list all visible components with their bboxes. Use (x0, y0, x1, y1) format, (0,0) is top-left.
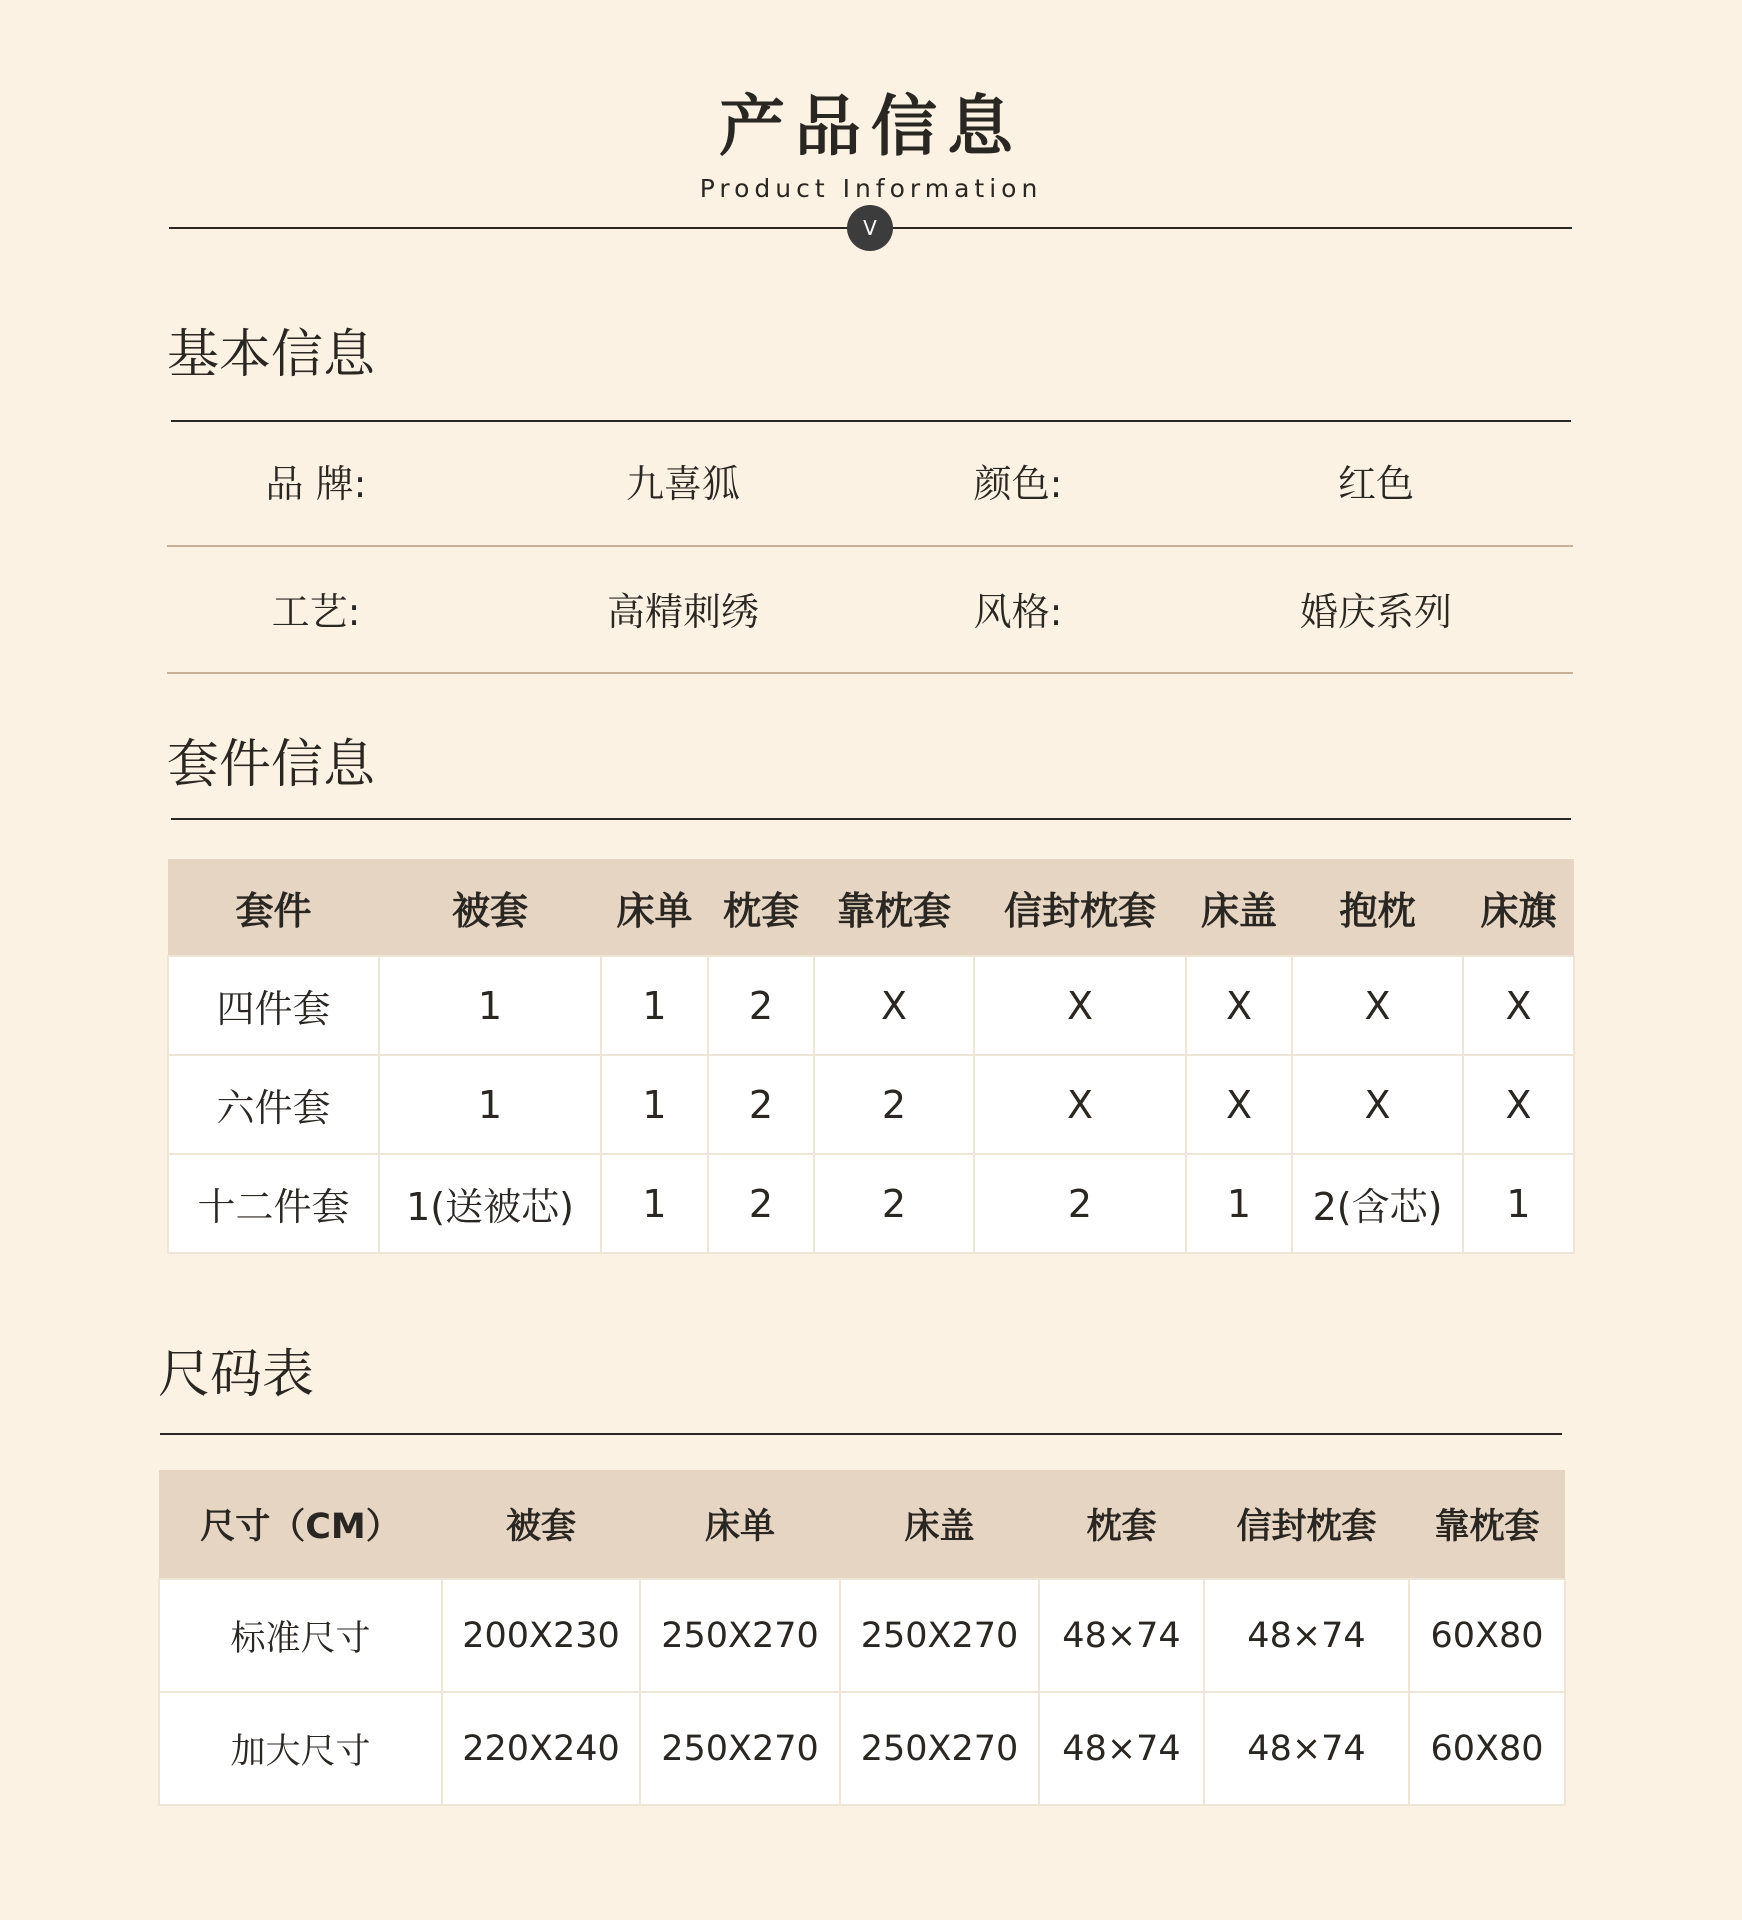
table-cell: X (1463, 956, 1574, 1055)
table-cell: 1(送被芯) (379, 1154, 601, 1253)
table-row (168, 1154, 1574, 1253)
table-cell: 加大尺寸 (159, 1692, 442, 1805)
style-value: 婚庆系列 (1299, 590, 1452, 634)
table-cell: 250X270 (840, 1579, 1039, 1692)
craft-value: 高精刺绣 (606, 590, 759, 634)
column-header: 套件 (168, 859, 379, 956)
basic-info-rule (171, 420, 1571, 422)
table-row (159, 1692, 1565, 1805)
color-label: 颜色: (973, 462, 1063, 506)
style-label: 风格: (973, 590, 1063, 634)
table-cell: 1 (379, 1055, 601, 1154)
table-cell: X (814, 956, 974, 1055)
table-cell: 48×74 (1204, 1579, 1409, 1692)
table-cell: 1 (1463, 1154, 1574, 1253)
table-cell: X (1463, 1055, 1574, 1154)
table-cell: 1 (379, 956, 601, 1055)
table-cell: 四件套 (168, 956, 379, 1055)
table-cell: 标准尺寸 (159, 1579, 442, 1692)
set-info-title: 套件信息 (167, 735, 376, 795)
table-cell: 六件套 (168, 1055, 379, 1154)
column-header: 抱枕 (1292, 859, 1463, 956)
column-header: 床单 (601, 859, 708, 956)
table-cell: 250X270 (640, 1692, 840, 1805)
table-cell: 2 (708, 1154, 814, 1253)
table-row (168, 1055, 1574, 1154)
column-header: 尺寸（CM） (159, 1470, 442, 1579)
color-value: 红色 (1337, 462, 1414, 506)
table-cell: X (1186, 1055, 1292, 1154)
table-cell: 1 (601, 1154, 708, 1253)
column-header: 靠枕套 (1409, 1470, 1565, 1579)
table-cell: 2 (708, 956, 814, 1055)
info-row-divider (167, 545, 1573, 547)
size-chart-table (158, 1470, 1566, 1806)
size-chart-title: 尺码表 (158, 1345, 315, 1405)
page-title: 产品信息 (719, 88, 1023, 165)
table-header-row (159, 1470, 1565, 1579)
table-cell: 2 (814, 1154, 974, 1253)
table-cell: 200X230 (442, 1579, 640, 1692)
page-subtitle: Product Information (699, 174, 1043, 203)
size-chart-rule (160, 1433, 1562, 1435)
column-header: 靠枕套 (814, 859, 974, 956)
table-cell: 48×74 (1204, 1692, 1409, 1805)
table-header-row (168, 859, 1574, 956)
table-cell: 1 (601, 956, 708, 1055)
table-cell: 2(含芯) (1292, 1154, 1463, 1253)
craft-label: 工艺: (271, 590, 361, 634)
table-cell: X (974, 956, 1186, 1055)
chevron-badge-icon: V (847, 205, 893, 251)
column-header: 被套 (379, 859, 601, 956)
table-cell: X (1292, 956, 1463, 1055)
table-cell: 十二件套 (168, 1154, 379, 1253)
brand-value: 九喜狐 (625, 462, 740, 506)
column-header: 被套 (442, 1470, 640, 1579)
table-cell: 250X270 (840, 1692, 1039, 1805)
table-cell: 2 (974, 1154, 1186, 1253)
table-cell: X (1186, 956, 1292, 1055)
table-cell: 60X80 (1409, 1579, 1565, 1692)
column-header: 信封枕套 (974, 859, 1186, 956)
table-cell: 1 (1186, 1154, 1292, 1253)
column-header: 床单 (640, 1470, 840, 1579)
table-cell: 48×74 (1039, 1692, 1204, 1805)
column-header: 枕套 (708, 859, 814, 956)
basic-info-title: 基本信息 (167, 325, 376, 385)
column-header: 信封枕套 (1204, 1470, 1409, 1579)
table-cell: X (1292, 1055, 1463, 1154)
table-cell: 2 (708, 1055, 814, 1154)
table-row (159, 1579, 1565, 1692)
table-cell: X (974, 1055, 1186, 1154)
set-info-rule (171, 818, 1571, 820)
column-header: 枕套 (1039, 1470, 1204, 1579)
table-cell: 48×74 (1039, 1579, 1204, 1692)
table-row (168, 956, 1574, 1055)
column-header: 床盖 (1186, 859, 1292, 956)
table-cell: 2 (814, 1055, 974, 1154)
column-header: 床旗 (1463, 859, 1574, 956)
table-cell: 250X270 (640, 1579, 840, 1692)
table-cell: 60X80 (1409, 1692, 1565, 1805)
table-cell: 1 (601, 1055, 708, 1154)
info-row-divider (167, 672, 1573, 674)
table-cell: 220X240 (442, 1692, 640, 1805)
column-header: 床盖 (840, 1470, 1039, 1579)
brand-label: 品 牌: (265, 462, 367, 506)
set-info-table (167, 859, 1575, 1254)
